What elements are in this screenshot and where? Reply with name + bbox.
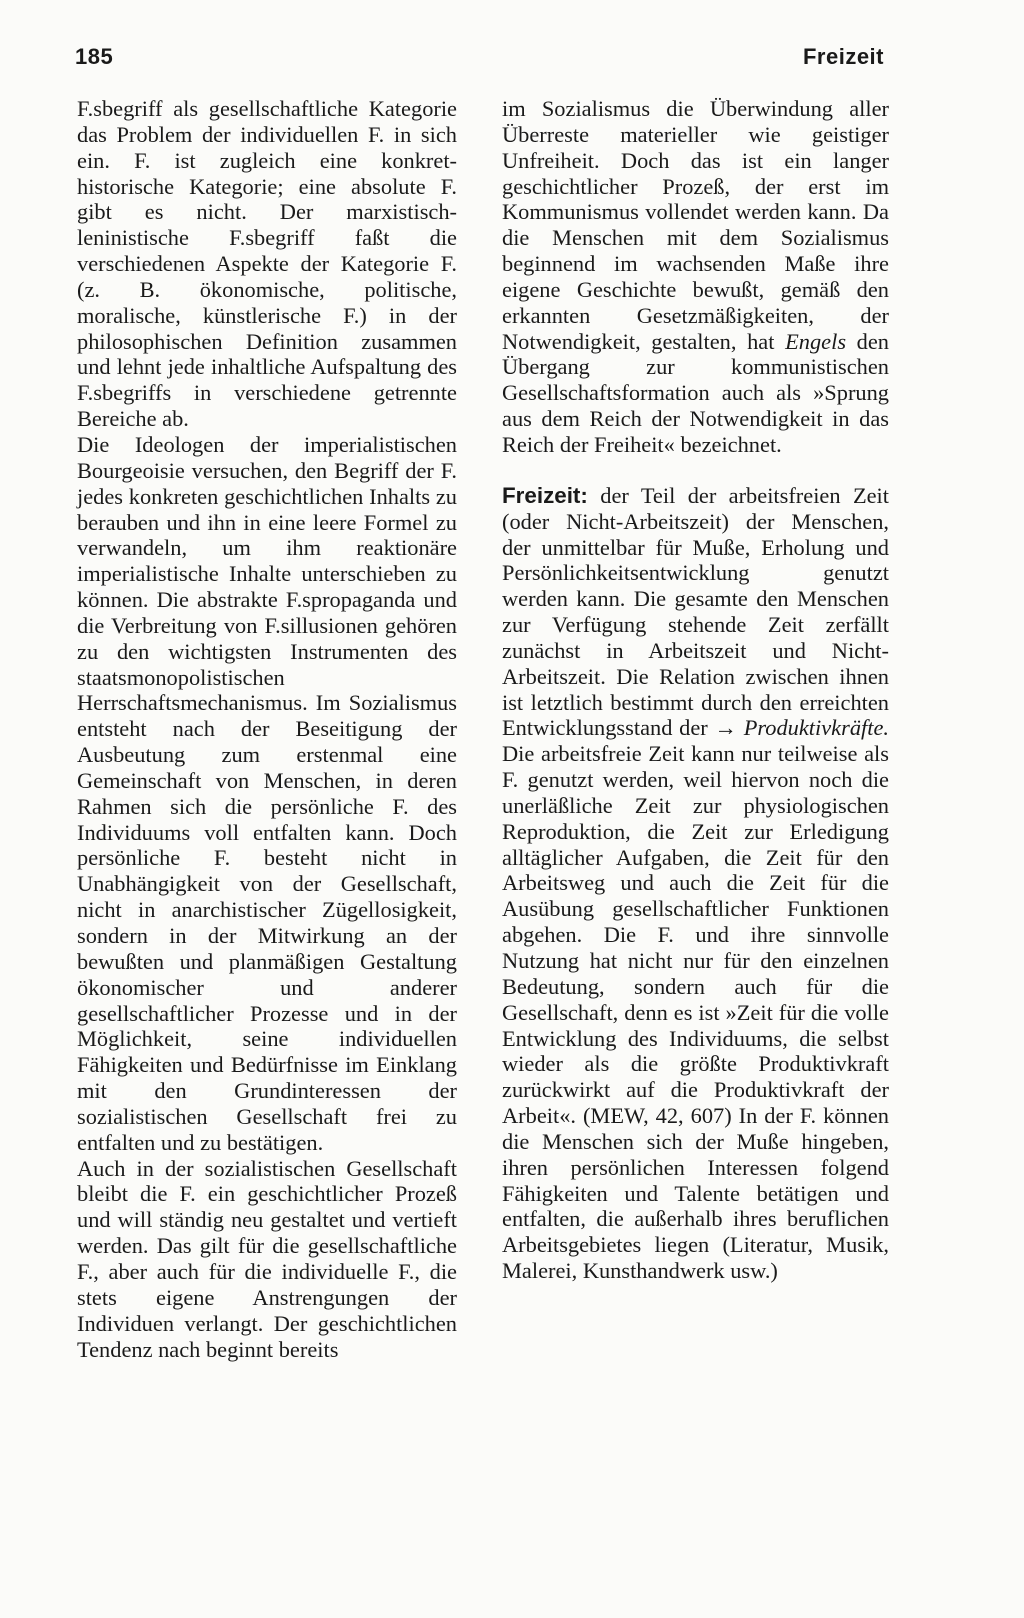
- text-run: im Sozialismus die Überwindung aller Überreste materieller wie geistiger Unfreiheit. Doch das ist ein langer geschichtlicher Prozeß, der erst im Kommunismus vollendet werden kann. Da die Menschen mit dem Sozialismus beginnend im wachsenden Maße ihre eigene Geschichte bewußt, gemäß den erkannten Gesetzmäßigkeiten, der Notwendigkeit, gestalten, hat: [502, 96, 889, 354]
- cross-reference-link[interactable]: Produktivkräfte.: [743, 715, 889, 741]
- text-run: der Teil der arbeitsfreien Zeit (oder Nicht-Arbeitszeit) der Menschen, der unmittelbar für Muße, Erholung und Persönlichkeitsentwicklung genutzt werden kann. Die gesamte den Menschen zur Verfügung stehende Zeit zerfällt zunächst in Arbeitszeit und Nicht-Arbeitszeit. Die Relation zwischen ihnen ist letztlich bestimmt durch den erreichten Entwicklungsstand der: [502, 482, 889, 741]
- left-column: [77, 96, 457, 1362]
- cross-reference-arrow-icon: →: [714, 715, 737, 741]
- paragraph: Auch in der sozialistischen Gesellschaft bleibt die F. ein geschichtlicher Prozeß und will ständig neu gestaltet und vertieft werden. Das gilt für die gesellschaftliche F., aber auch für die individuelle F., die stets eigene Anstrengungen der Individuen verlangt. Der geschichtlichen Tendenz nach beginnt bereits: [77, 1155, 457, 1362]
- author-name-italic: Engels: [785, 328, 847, 354]
- entry-lemma: Freizeit:: [502, 482, 588, 508]
- text-run: Die arbeitsfreie Zeit kann nur teilweise als F. genutzt werden, weil hiervon noch die unerläßliche Zeit zur physiologischen Reproduktion, die Zeit zur Erledigung alltäglicher Aufgaben, die Zeit für den Arbeitsweg und auch die Zeit für die Ausübung gesellschaftlicher Funktionen abgehen. Die F. und ihre sinnvolle Nutzung hat nicht nur für den einzelnen Bedeutung, sondern auch für die Gesellschaft, denn es ist »Zeit für die volle Entwicklung des Individuums, die selbst wieder als die größte Produktivkraft zurückwirkt auf die Produktivkraft der Arbeit«. (MEW, 42, 607) In der F. können die Menschen sich der Muße hingeben, ihren persönlichen Interessen folgend Fähigkeiten und Talente betätigen und entfalten, die außerhalb ihres beruflichen Arbeitsgebietes liegen (Literatur, Musik, Malerei, Kunsthandwerk usw.): [502, 741, 889, 1284]
- paragraph: F.sbegriff als gesellschaftliche Kategorie das Problem der individuellen F. in sich ein. F. ist zugleich eine konkret-historische Kategorie; eine absolute F. gibt es nicht. Der marxistisch-leninistische F.sbegriff faßt die verschiedenen Aspekte der Kategorie F. (z. B. ökonomische, politische, moralische, künstlerische F.) in der philosophischen Definition zusammen und lehnt jede inhaltliche Aufspaltung des F.sbegriffs in verschiedene getrennte Bereiche ab.: [77, 96, 457, 432]
- running-head: Freizeit: [802, 44, 884, 69]
- paragraph: [502, 96, 889, 458]
- dictionary-entry: [502, 483, 889, 1284]
- right-column: [502, 96, 889, 1284]
- text-run: den Übergang zur kommunistischen Gesellschaftsformation auch als »Sprung aus dem Reich der Notwendigkeit in das Reich der Freiheit« bezeichnet.: [502, 328, 890, 457]
- page-number: 185: [75, 44, 114, 69]
- paragraph: Die Ideologen der imperialistischen Bourgeoisie versuchen, den Begriff der F. jedes konkreten geschichtlichen Inhalts zu berauben und ihn in eine leere Formel zu verwandeln, um ihm reaktionäre imperialistische Inhalte unterschieben zu können. Die abstrakte F.spropaganda und die Verbreitung von F.sillusionen gehören zu den wichtigsten Instrumenten des staatsmonopolistischen Herrschaftsmechanismus. Im Sozialismus entsteht nach der Beseitigung der Ausbeutung zum erstenmal eine Gemeinschaft von Menschen, in deren Rahmen sich die persönliche F. des Individuums voll entfalten kann. Doch persönliche F. besteht nicht in Unabhängigkeit von der Gesellschaft, nicht in anarchistischer Zügellosigkeit, sondern in der Mitwirkung an der bewußten und planmäßigen Gestaltung ökonomischer und anderer gesellschaftlicher Prozesse und in der Möglichkeit, seine individuellen Fähigkeiten und Bedürfnisse im Einklang mit den Grundinteressen der sozialistischen Gesellschaft frei zu entfalten und zu bestätigen.: [77, 431, 457, 1155]
